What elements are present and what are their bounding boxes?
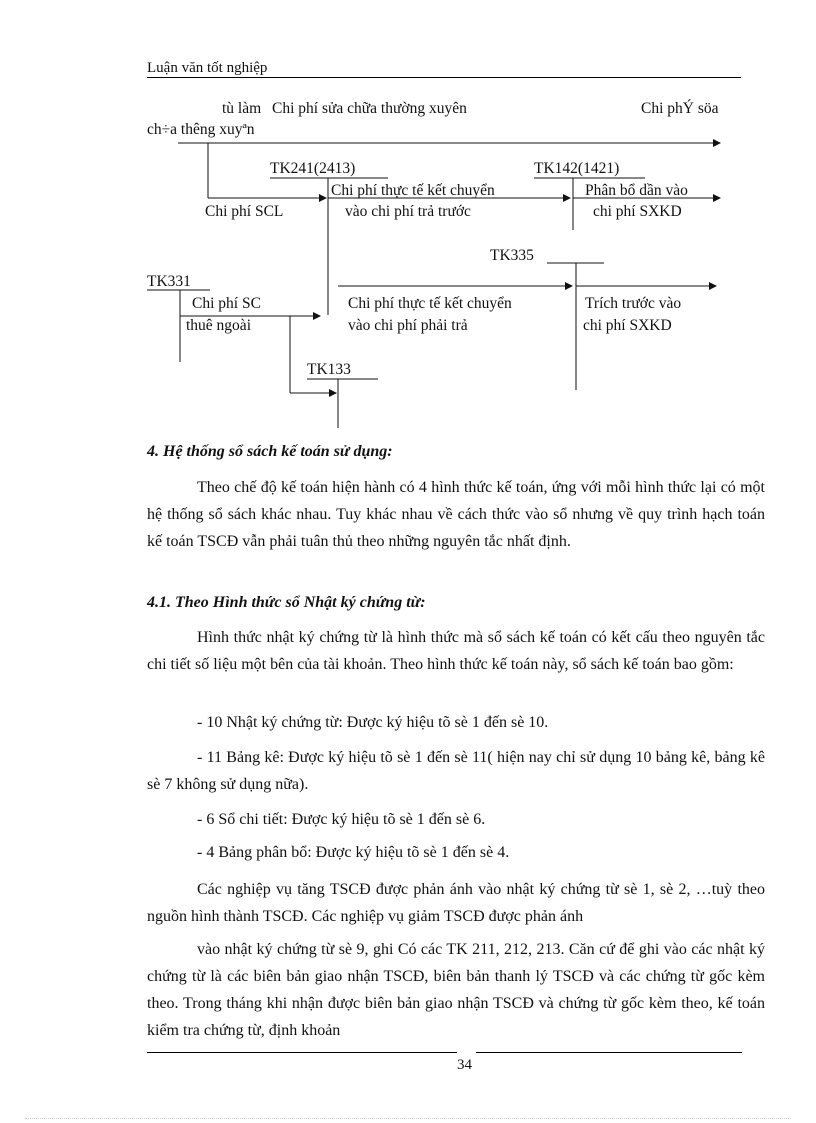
accounting-flow-diagram (0, 90, 816, 430)
label-tu-lam: tù làm (222, 100, 262, 117)
label-phan-bo-1: Phân bổ dần vào (585, 182, 688, 199)
label-cp-pt-1: Chi phí thực tế kết chuyển (348, 295, 512, 312)
list-item: - 6 Sổ chi tiết: Được ký hiệu tõ sè 1 đến sè 6. (197, 811, 486, 828)
label-cp-scl: Chi phí SCL (205, 203, 284, 220)
page-edge (25, 1118, 791, 1119)
footer-rule-left (147, 1052, 457, 1053)
label-chi-phi-sua-right: Chi phÝ söa (641, 100, 719, 117)
label-cp-sc-1: Chi phí SC (192, 295, 261, 312)
section-4-1-title: 4.1. Theo Hình thức sổ Nhật ký chứng từ: (147, 594, 426, 611)
page-number: 34 (457, 1057, 472, 1073)
running-header: Luận văn tốt nghiệp (147, 60, 268, 76)
list-item: - 11 Bảng kê: Được ký hiệu tõ sè 1 đến sè 11( hiện nay chỉ sử dụng 10 bảng kê, bảng kê sè 7 không sử dụng nữa). (147, 749, 765, 793)
label-phan-bo-2: chi phí SXKD (593, 203, 682, 220)
label-tk142: TK142(1421) (534, 160, 620, 177)
label-trich-2: chi phí SXKD (583, 317, 672, 334)
section-4-1-paragraph: Hình thức nhật ký chứng từ là hình thức mà sổ sách kế toán có kết cấu theo nguyên tắc chi tiết số liệu một bên của tài khoản. Theo hình thức kế toán này, sổ sách kế toán bao gồm: (147, 629, 765, 673)
label-cp-thuc-te-2: vào chi phí trả trước (345, 203, 471, 220)
label-cp-thuc-te-1: Chi phí thực tế kết chuyển (331, 182, 495, 199)
label-trich-1: Trích trước vào (585, 295, 682, 312)
label-cp-pt-2: vào chi phí phải trả (348, 317, 468, 334)
label-chi-phi-sctx: Chi phí sửa chữa thường xuyên (272, 100, 467, 117)
label-tk335: TK335 (490, 247, 534, 264)
label-tk241: TK241(2413) (270, 160, 356, 177)
label-cp-sc-2: thuê ngoài (186, 317, 251, 334)
list-item: - 4 Bảng phân bổ: Được ký hiệu tõ sè 1 đến sè 4. (197, 844, 510, 861)
paragraph-decrease: vào nhật ký chứng từ sè 9, ghi Có các TK 211, 212, 213. Căn cứ để ghi vào các nhật ký chứng từ là các biên bản giao nhận TSCĐ, biên bản thanh lý TSCĐ và các chứng từ gốc kèm theo. Trong tháng khi nhận được biên bản giao nhận TSCĐ và chứng từ gốc kèm theo, kế toán kiểm tra chứng từ, định khoản (147, 941, 765, 1039)
section-4-title: 4. Hệ thống sổ sách kế toán sử dụng: (147, 443, 393, 460)
list-item: - 10 Nhật ký chứng từ: Được ký hiệu tõ sè 1 đến sè 10. (197, 714, 549, 731)
label-tk133: TK133 (307, 361, 351, 378)
section-4-paragraph: Theo chế độ kế toán hiện hành có 4 hình thức kế toán, ứng với mỗi hình thức lại có một hệ thống sổ sách khác nhau. Tuy khác nhau về cách thức vào sổ nhưng về quy trình hạch toán kế toán TSCĐ vẫn phải tuân thủ theo những nguyên tắc nhất định. (147, 479, 765, 550)
footer-rule-right (476, 1052, 742, 1053)
label-tk331: TK331 (147, 273, 191, 290)
label-chua-thuong-xuyen: ch÷a thêng xuyªn (147, 121, 255, 138)
paragraph-increase: Các nghiệp vụ tăng TSCĐ được phản ánh vào nhật ký chứng từ sè 1, sè 2, …tuỳ theo nguồn hình thành TSCĐ. Các nghiệp vụ giảm TSCĐ được phản ánh (147, 881, 765, 925)
header-rule (147, 77, 741, 78)
